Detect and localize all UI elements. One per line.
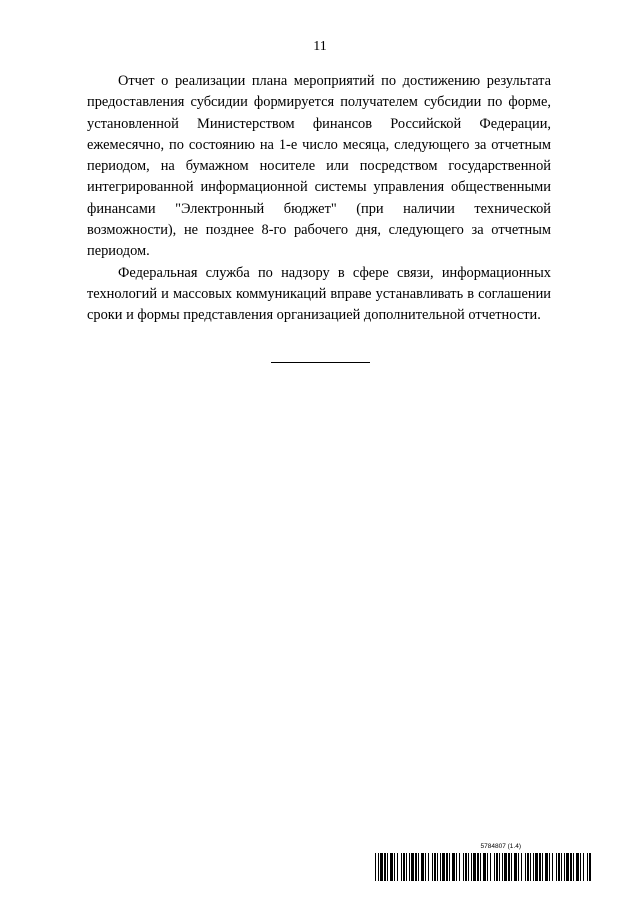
paragraph-report: Отчет о реализации плана мероприятий по достижению результата предоставления субсидии формируется получателем субсидии по форме, установленной Министерством финансов Российской Федерации, ежемесячно, по состоянию на 1-е число месяца, следующего за отчетным периодом, на бумажном носителе или посредством государственной интегрированной информационной системы управления общественными финансами "Электронный бюджет" (при наличии технической возможности), не позднее 8-го рабочего дня, следующего за отчетным периодом. xyxy=(87,73,551,260)
page-number: 11 xyxy=(313,39,327,54)
end-separator-line xyxy=(271,362,370,363)
barcode-icon xyxy=(375,853,591,881)
barcode-block xyxy=(375,843,593,883)
document-body xyxy=(87,71,551,327)
paragraph-supervision: Федеральная служба по надзору в сфере связи, информационных технологий и массовых коммуникаций вправе устанавливать в соглашении сроки и формы представления организацией дополнительной отчетности. xyxy=(87,264,551,324)
barcode-caption: 5784807 (1.4) xyxy=(480,843,521,850)
